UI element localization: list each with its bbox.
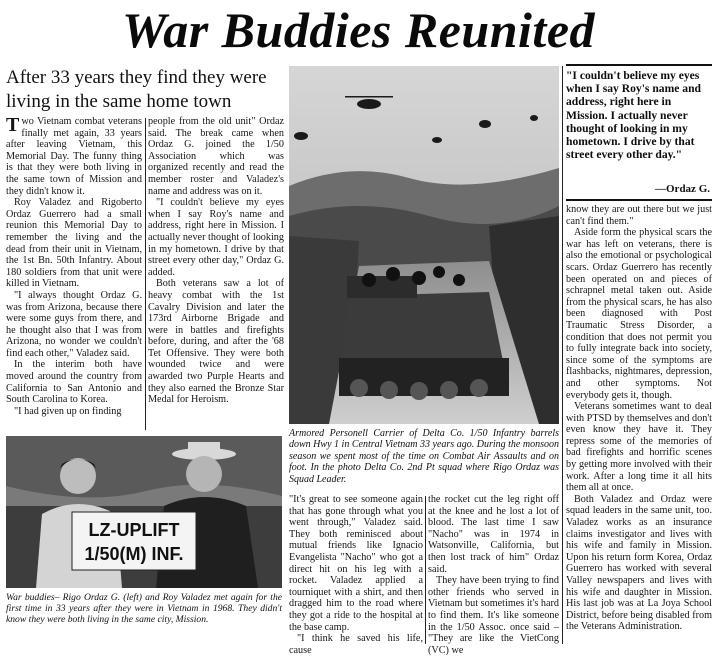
col4-paragraph-1: know they are out there but we just can't find them." (566, 204, 712, 227)
column-divider (425, 496, 426, 644)
column-divider (145, 118, 146, 430)
col1-paragraph-3: "I always thought Ordaz G. was from Arizona, because there were some guys from there, and he thought also that I was from Arizona, no wonder we couldn't find each other," Valadez said. (6, 289, 142, 359)
col2-paragraph-1: people from the old unit" Ordaz said. The break came when Ordaz G. joined the 1/50 Association which was organized recently and read the member roster and Valadez's name and address was on it. (148, 116, 284, 197)
headline: War Buddies Reunited (121, 2, 596, 58)
col1-paragraph-4: In the interim both have moved around the country from California to San Antonio and South Carolina to Korea. (6, 359, 142, 406)
buddies-photo (6, 436, 282, 588)
col3a-paragraph-2: "I think he saved his life, cause (289, 633, 423, 656)
article-column-1 (6, 116, 142, 432)
buddies-photo-caption: War buddies– Rigo Ordaz G. (left) and Roy Valadez met again for the first time in 33 years after they were in Vietnam in 1968. They didn't know they were both living in the same city, Mission. (6, 592, 282, 625)
col1-paragraph-1: Two Vietnam combat veterans finally met again, 33 years after leaving Vietnam, this Memorial Day. The funny thing is that they were both living in the same town of Mission and they didn't know it. (6, 114, 142, 197)
tank-photo-caption: Armored Personell Carrier of Delta Co. 1/50 Infantry barrels down Hwy 1 in Central Vietnam 33 years ago. During the monsoon season we spent most of the time on Combat Air Assaults and on foot. In the photo Delta Co. 2nd Pt squad where Rigo Ordaz was Squad Leader. (289, 428, 559, 485)
col4-paragraph-4: Both Valadez and Ordaz were squad leaders in the same unit, too. Valadez works as an insurance claims investigator and lives with his wife and family in Mission. Upon his return form Korea, Ordaz Guerrero has worked with several Valley newspapers and lives with his wife and daughter in Mission. His last job was at La Joya School District, before being disabled from the Veterans Administration. (566, 493, 712, 633)
pull-quote-attribution: —Ordaz G. (655, 183, 710, 195)
article-column-3a (289, 494, 423, 656)
tank-photo-image (289, 66, 559, 424)
pullquote-top-rule (566, 64, 712, 66)
sign-line-1: LZ-UPLIFT (88, 520, 180, 540)
sign-line-2: 1/50(M) INF. (84, 544, 184, 564)
buddies-photo-image (6, 436, 282, 588)
lz-uplift-sign (72, 512, 196, 570)
col2-paragraph-2: "I couldn't believe my eyes when I say Roy's name and address, right here in Mission. I actually never thought of looking in my hometown. I drive by that street every other day," Ordaz G. added. (148, 197, 284, 278)
col4-paragraph-2: Aside form the physical scars the war has left on veterans, there is also the emotional or psychological scars. Ordaz Guerrero has recently been operated on and pieces of schrapnel metal taken out. Aside from the physical scars, he has also been diagnosed with Post Traumatic Stress Disorder, a condition that does not permit you to fully integrate back into society, since some of the symptoms are flashbacks, nightmares, depression, and other symptoms. Not everybody gets it, though. (566, 227, 712, 401)
col3b-paragraph-1: the rocket cut the leg right off at the knee and he lost a lot of blood. The last time I saw "Nacho" was in 1974 in Watsonville, California, but then lost track of him" Ordaz said. (428, 494, 559, 575)
article-column-2 (148, 116, 284, 432)
subhead: After 33 years they find they were living in the same home town (6, 67, 267, 112)
tank-photo (289, 66, 559, 424)
col2-paragraph-3: Both veterans saw a lot of heavy combat with the 1st Cavalry Division and later the 173rd Airborne Brigade and were in battles and firefights before, during, and after the '68 Tet Offensive. They were both wounded twice and were awarded two Purple Hearts and they also earned the Bronze Star Medal for Heroism. (148, 278, 284, 406)
column-divider (562, 66, 563, 644)
pull-quote: "I couldn't believe my eyes when I say Roy's name and address, right here in Mission. I actually never thought of looking in my hometown. I drive by that street every other day." (566, 69, 701, 162)
col3b-paragraph-2: They have been trying to find other friends who served in Vietnam but sometimes it's hard to find them. It's like someone in the 1/50 Assoc. once said – "They are like the VietCong (VC) we (428, 575, 559, 656)
col3a-paragraph-1: "It's great to see someone again that has gone through what you went through," Valadez said. They both reminisced about mutual friends like Ignacio Evangelista "Nacho" who got a direct hit on his leg with a rocket. Valadez applied a tourniquet with a shirt, and then dragged him to the road where they got a ride to the hospital at the base camp. (289, 494, 423, 633)
drop-cap: T (6, 114, 20, 136)
col1-paragraph-2: Roy Valadez and Rigoberto Ordaz Guerrero had a small reunion this Memorial Day to remember the living and the dead from their unit in Vietnam, the 1st Bn. 50th Infantry. About 180 soldiers from that unit were killed in Vietnam. (6, 197, 142, 290)
col4-paragraph-3: Veterans sometimes want to deal with PTSD by themselves and don't even know they have it. They repress some of the memories of bad firefights and horrific scenes by getting more involved with their work. After a long time it all hits them all at once. (566, 401, 712, 494)
pullquote-bottom-rule (566, 199, 712, 201)
article-column-4 (566, 204, 712, 644)
article-column-3b (428, 494, 559, 656)
col1-paragraph-5: "I had given up on finding (14, 405, 122, 417)
